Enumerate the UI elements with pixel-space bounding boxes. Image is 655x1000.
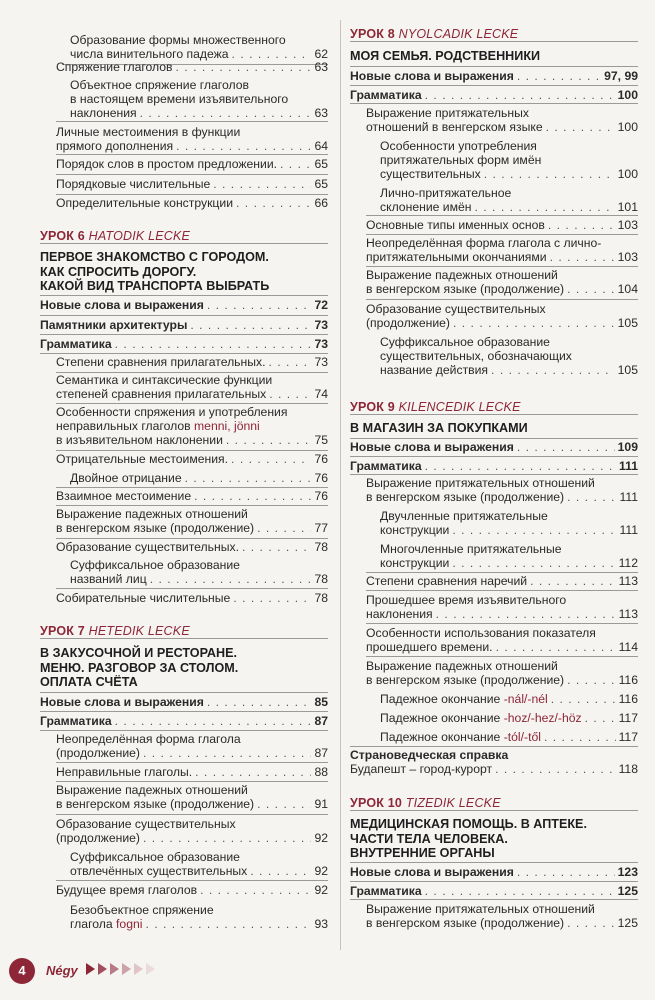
separator (350, 41, 638, 42)
lesson-title: В ЗАКУСОЧНОЙ И РЕСТОРАНЕ. МЕНЮ. РАЗГОВОР ЗА СТОЛОМ. ОПЛАТА СЧЁТА (40, 646, 239, 689)
separator (56, 174, 328, 175)
separator (350, 85, 638, 86)
toc-entry[interactable]: Двойное отрицание . . . 76 (70, 471, 328, 485)
toc-entry[interactable]: Неопределённая форма глагола (продолжение) . . . 87 (56, 732, 328, 760)
separator (350, 862, 638, 863)
toc-entry[interactable]: Суффиксальное образование отвлечённых существительных . . . 92 (70, 850, 328, 878)
separator (56, 781, 328, 782)
page-number-badge: 4 (9, 958, 35, 984)
separator (56, 487, 328, 488)
separator (56, 154, 328, 155)
separator (350, 746, 638, 747)
lesson-title: МОЯ СЕМЬЯ. РОДСТВЕННИКИ (350, 49, 541, 63)
separator (366, 656, 638, 657)
lesson-title: МЕДИЦИНСКАЯ ПОМОЩЬ. В АПТЕКЕ. ЧАСТИ ТЕЛА ЧЕЛОВЕКА. ВНУТРЕННИЕ ОРГАНЫ (350, 817, 587, 860)
separator (56, 538, 328, 539)
page-number-word: Négy (46, 963, 78, 978)
lesson-heading: УРОК 9 KILENCEDIK LECKE (350, 400, 521, 414)
toc-entry[interactable]: Порядок слов в простом предложении. . . . 65 (56, 157, 328, 171)
toc-entry[interactable]: Особенности использования показателя прошедшего времени. . . . 114 (366, 626, 638, 654)
separator (56, 403, 328, 404)
toc-entry[interactable]: Новые слова и выражения . . . 109 (350, 440, 638, 454)
separator (40, 711, 328, 712)
toc-entry[interactable]: Падежное окончание -tól/-től . . . 117 (380, 730, 638, 744)
separator (40, 353, 328, 354)
arrows-decoration-icon (86, 963, 155, 975)
toc-entry[interactable]: Прошедшее время изъявительного наклонения . . . 113 (366, 593, 638, 621)
lesson-heading: УРОК 8 NYOLCADIK LECKE (350, 27, 519, 41)
toc-entry[interactable]: Грамматика . . . 100 (350, 88, 638, 102)
separator (350, 103, 638, 104)
separator (350, 810, 638, 811)
toc-entry[interactable]: Образование формы множественного числа винительного падежа . . . 62 (70, 33, 328, 61)
separator (56, 121, 328, 122)
toc-entry[interactable]: Падежное окончание -nál/-nél . . . 116 (380, 692, 638, 706)
separator (56, 814, 328, 815)
separator (350, 474, 638, 475)
separator (56, 880, 328, 881)
toc-entry[interactable]: Лично-притяжательное склонение имён . . . 101 (380, 186, 638, 214)
separator (366, 623, 638, 624)
separator (40, 334, 328, 335)
toc-entry[interactable]: Падежное окончание -hoz/-hez/-höz . . . 117 (380, 711, 638, 725)
separator (40, 730, 328, 731)
toc-entry[interactable]: Неопределённая форма глагола с лично- притяжательными окончаниями . . . 103 (366, 236, 638, 264)
separator (56, 588, 328, 589)
separator (350, 881, 638, 882)
toc-entry[interactable]: Отрицательные местоимения. . . . 76 (56, 452, 328, 466)
separator (350, 899, 638, 900)
toc-entry[interactable]: Будущее время глаголов . . . 92 (56, 883, 328, 897)
toc-entry[interactable]: Суффиксальное образование названий лиц . . . 78 (70, 558, 328, 586)
toc-entry[interactable]: Выражение падежных отношений в венгерском языке (продолжение) . . . 116 (366, 659, 638, 687)
toc-entry[interactable]: Порядковые числительные . . . 65 (56, 177, 328, 191)
toc-entry[interactable]: Образование существительных (продолжение) . . . 92 (56, 817, 328, 845)
toc-entry[interactable]: Страноведческая справка Будапешт – город-курорт . . . 118 (350, 748, 638, 776)
toc-entry[interactable]: Семантика и синтаксические функции степеней сравнения прилагательных . . . 74 (56, 373, 328, 401)
toc-entry[interactable]: Степени сравнения прилагательных. . . . 73 (56, 355, 328, 369)
toc-entry[interactable]: Особенности спряжения и употребления неправильных глаголов menni, jönni в изъявительном наклонении . . . 75 (56, 405, 328, 447)
separator (366, 572, 638, 573)
separator (40, 295, 328, 296)
lesson-title: ПЕРВОЕ ЗНАКОМСТВО С ГОРОДОМ. КАК СПРОСИТЬ ДОРОГУ. КАКОЙ ВИД ТРАНСПОРТА ВЫБРАТЬ (40, 250, 270, 293)
toc-entry[interactable]: Личные местоимения в функции прямого дополнения . . . 64 (56, 125, 328, 153)
toc-entry[interactable]: Памятники архитектуры . . . 73 (40, 318, 328, 332)
separator (366, 215, 638, 216)
separator (56, 450, 328, 451)
toc-entry[interactable]: Грамматика . . . 111 (350, 459, 638, 473)
separator (56, 194, 328, 195)
separator (40, 638, 328, 639)
separator (350, 66, 638, 67)
lesson-title: В МАГАЗИН ЗА ПОКУПКАМИ (350, 421, 528, 435)
toc-entry[interactable]: Неправильные глаголы. . . . 88 (56, 765, 328, 779)
separator (56, 505, 328, 506)
toc-entry[interactable]: Объектное спряжение глаголов в настоящем времени изъявительного наклонения . . . 63 (70, 78, 328, 120)
column-divider (340, 20, 341, 950)
toc-entry[interactable]: Грамматика . . . 125 (350, 884, 638, 898)
toc-entry[interactable]: Спряжение глаголов . . . 63 (56, 60, 328, 74)
toc-entry[interactable]: Новые слова и выражения . . . 72 (40, 298, 328, 312)
toc-entry[interactable]: Взаимное местоимение . . . 76 (56, 489, 328, 503)
toc-entry[interactable]: Новые слова и выражения . . . 123 (350, 865, 638, 879)
separator (350, 414, 638, 415)
lesson-heading: УРОК 10 TIZEDIK LECKE (350, 796, 501, 810)
toc-entry[interactable]: Основные типы именных основ . . . 103 (366, 218, 638, 232)
toc-entry[interactable]: Образование существительных (продолжение) . . . 105 (366, 302, 638, 330)
lesson-heading: УРОК 6 HATODIK LECKE (40, 229, 191, 243)
toc-entry[interactable]: Грамматика . . . 73 (40, 337, 328, 351)
toc-entry[interactable]: Степени сравнения наречий . . . 113 (366, 574, 638, 588)
separator (40, 315, 328, 316)
toc-entry[interactable]: Собирательные числительные . . . 78 (56, 591, 328, 605)
separator (366, 266, 638, 267)
toc-entry[interactable]: Грамматика . . . 87 (40, 714, 328, 728)
toc-entry[interactable]: Выражение притяжательных отношений в венгерском языке . . . 100 (366, 106, 638, 134)
separator (350, 438, 638, 439)
toc-entry[interactable]: Суффиксальное образование существительных, обозначающих название действия . . . 105 (380, 335, 638, 377)
toc-entry[interactable]: Новые слова и выражения . . . 85 (40, 695, 328, 709)
separator (40, 243, 328, 244)
separator (366, 299, 638, 300)
toc-entry[interactable]: Двучленные притяжательные конструкции . . . 111 (380, 509, 638, 537)
toc-entry[interactable]: Многочленные притяжательные конструкции . . . 112 (380, 542, 638, 570)
toc-entry[interactable]: Особенности употребления притяжательных форм имён существительных . . . 100 (380, 139, 638, 181)
page-number: 62 (314, 47, 328, 61)
separator (56, 762, 328, 763)
separator (366, 590, 638, 591)
toc-entry[interactable]: Выражение падежных отношений в венгерском языке (продолжение) . . . 104 (366, 268, 638, 296)
toc-entry[interactable]: Выражение притяжательных отношений в венгерском языке (продолжение) . . . 111 (366, 476, 638, 504)
toc-entry[interactable]: Выражение притяжательных отношений в венгерском языке (продолжение) . . . 125 (366, 902, 638, 930)
separator (350, 456, 638, 457)
toc-entry[interactable]: Образование существительных. . . . 78 (56, 540, 328, 554)
toc-entry[interactable]: Выражение падежных отношений в венгерском языке (продолжение) . . . 91 (56, 783, 328, 811)
lesson-heading: УРОК 7 HETEDIK LECKE (40, 624, 190, 638)
toc-entry[interactable]: Определительные конструкции . . . 66 (56, 196, 328, 210)
separator (40, 692, 328, 693)
toc-entry[interactable]: Новые слова и выражения . . . 97, 99 (350, 69, 638, 83)
toc-entry[interactable]: Выражение падежных отношений в венгерском языке (продолжение) . . . 77 (56, 507, 328, 535)
separator (366, 234, 638, 235)
toc-entry[interactable]: Безобъектное спряжение глагола fogni . . . 93 (70, 903, 328, 931)
